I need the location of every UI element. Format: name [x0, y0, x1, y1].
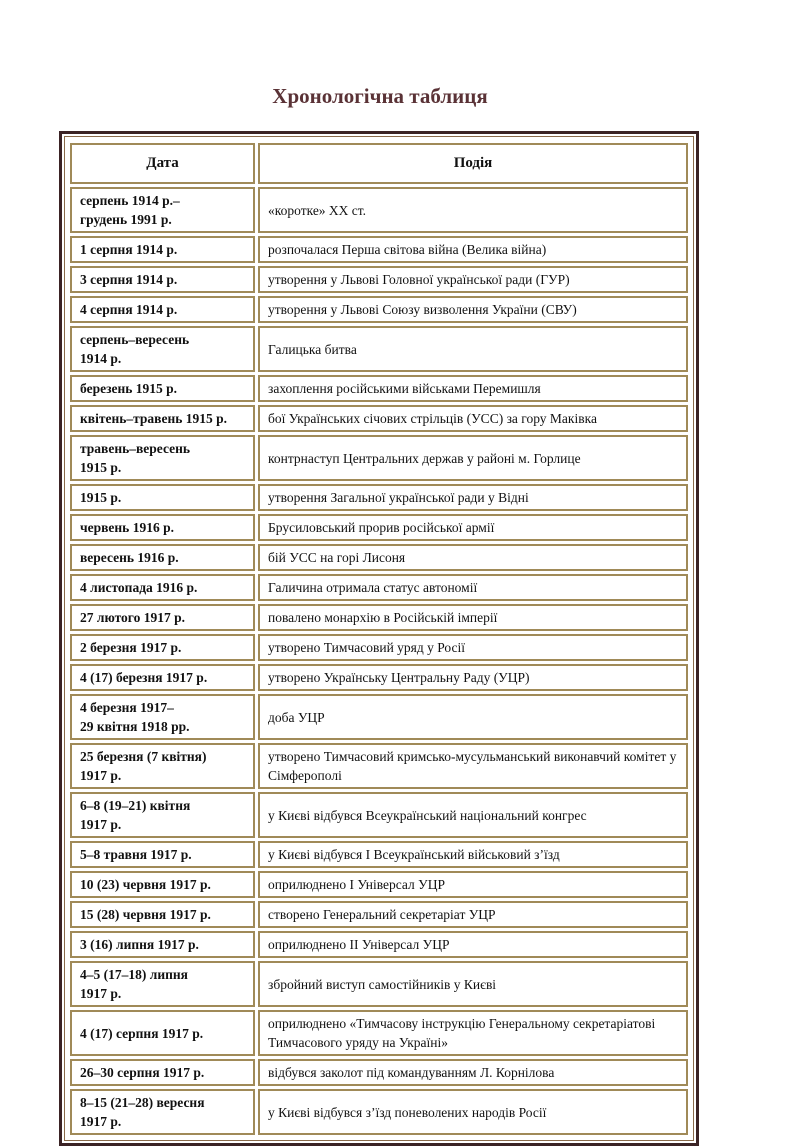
table-row [70, 604, 688, 631]
row-event: бій УСС на горі Лисоня [258, 544, 688, 571]
row-date: 4 серпня 1914 р. [70, 296, 255, 323]
table-row [70, 871, 688, 898]
row-event: відбувся заколот під командуванням Л. Корнілова [258, 1059, 688, 1086]
row-event: утворено Українську Центральну Раду (УЦР) [258, 664, 688, 691]
row-event: утворення Загальної української ради у Відні [258, 484, 688, 511]
row-event: Брусиловський прорив російської армії [258, 514, 688, 541]
row-event: у Києві відбувся Всеукраїнський національний конгрес [258, 792, 688, 838]
row-date: 4 березня 1917– 29 квітня 1918 рр. [70, 694, 255, 740]
table-row [70, 405, 688, 432]
table-row [70, 514, 688, 541]
row-date: 26–30 серпня 1917 р. [70, 1059, 255, 1086]
table-row [70, 792, 688, 838]
table-row [70, 187, 688, 233]
table-row [70, 1059, 688, 1086]
row-event: оприлюднено І Універсал УЦР [258, 871, 688, 898]
header-event: Подія [258, 143, 688, 184]
header-date: Дата [70, 143, 255, 184]
row-event: утворено Тимчасовий уряд у Росії [258, 634, 688, 661]
table-row [70, 296, 688, 323]
row-event: Галицька битва [258, 326, 688, 372]
row-event: повалено монархію в Російській імперії [258, 604, 688, 631]
table-header-row [70, 143, 688, 184]
chronology-table [67, 140, 691, 1138]
row-event: захоплення російськими військами Перемишля [258, 375, 688, 402]
row-date: 1915 р. [70, 484, 255, 511]
row-date: червень 1916 р. [70, 514, 255, 541]
row-date: березень 1915 р. [70, 375, 255, 402]
row-event: утворено Тимчасовий кримсько-мусульманський виконавчий комітет у Сімферополі [258, 743, 688, 789]
table-row [70, 1010, 688, 1056]
table-row [70, 634, 688, 661]
table-row [70, 841, 688, 868]
row-date: 8–15 (21–28) вересня 1917 р. [70, 1089, 255, 1135]
row-date: травень–вересень 1915 р. [70, 435, 255, 481]
table-row [70, 484, 688, 511]
table-row [70, 266, 688, 293]
row-event: контрнаступ Центральних держав у районі м. Горлице [258, 435, 688, 481]
table-row [70, 931, 688, 958]
table-row [70, 435, 688, 481]
table-row [70, 375, 688, 402]
row-date: 4–5 (17–18) липня 1917 р. [70, 961, 255, 1007]
row-date: 1 серпня 1914 р. [70, 236, 255, 263]
row-event: збройний виступ самостійників у Києві [258, 961, 688, 1007]
row-date: 2 березня 1917 р. [70, 634, 255, 661]
row-event: утворення у Львові Союзу визволення України (СВУ) [258, 296, 688, 323]
row-date: вересень 1916 р. [70, 544, 255, 571]
row-date: серпень–вересень 1914 р. [70, 326, 255, 372]
row-date: квітень–травень 1915 р. [70, 405, 255, 432]
row-date: 6–8 (19–21) квітня 1917 р. [70, 792, 255, 838]
table-row [70, 901, 688, 928]
row-event: у Києві відбувся з’їзд поневолених народів Росії [258, 1089, 688, 1135]
table-row [70, 694, 688, 740]
page-title: Хронологічна таблиця [272, 84, 488, 108]
table-frame [59, 131, 699, 1146]
row-event: розпочалася Перша світова війна (Велика війна) [258, 236, 688, 263]
table-row [70, 544, 688, 571]
row-date: 10 (23) червня 1917 р. [70, 871, 255, 898]
row-date: 4 листопада 1916 р. [70, 574, 255, 601]
row-event: у Києві відбувся І Всеукраїнський військовий з’їзд [258, 841, 688, 868]
table-row [70, 574, 688, 601]
table-row [70, 664, 688, 691]
row-date: 5–8 травня 1917 р. [70, 841, 255, 868]
table-row [70, 326, 688, 372]
table-row [70, 1089, 688, 1135]
table-row [70, 236, 688, 263]
row-date: 15 (28) червня 1917 р. [70, 901, 255, 928]
row-date: 3 серпня 1914 р. [70, 266, 255, 293]
row-event: «коротке» XX ст. [258, 187, 688, 233]
row-event: утворення у Львові Головної української ради (ГУР) [258, 266, 688, 293]
table-row [70, 743, 688, 789]
row-date: серпень 1914 р.– грудень 1991 р. [70, 187, 255, 233]
table-row [70, 961, 688, 1007]
row-event: доба УЦР [258, 694, 688, 740]
row-date: 4 (17) березня 1917 р. [70, 664, 255, 691]
table-body [70, 187, 688, 1135]
row-date: 27 лютого 1917 р. [70, 604, 255, 631]
row-event: створено Генеральний секретаріат УЦР [258, 901, 688, 928]
row-date: 25 березня (7 квітня) 1917 р. [70, 743, 255, 789]
row-event: Галичина отримала статус автономії [258, 574, 688, 601]
row-date: 3 (16) липня 1917 р. [70, 931, 255, 958]
row-event: оприлюднено «Тимчасову інструкцію Генеральному секретаріатові Тимчасового уряду на Україні» [258, 1010, 688, 1056]
row-event: оприлюднено ІІ Універсал УЦР [258, 931, 688, 958]
row-date: 4 (17) серпня 1917 р. [70, 1010, 255, 1056]
row-event: бої Українських січових стрільців (УСС) за гору Маківка [258, 405, 688, 432]
